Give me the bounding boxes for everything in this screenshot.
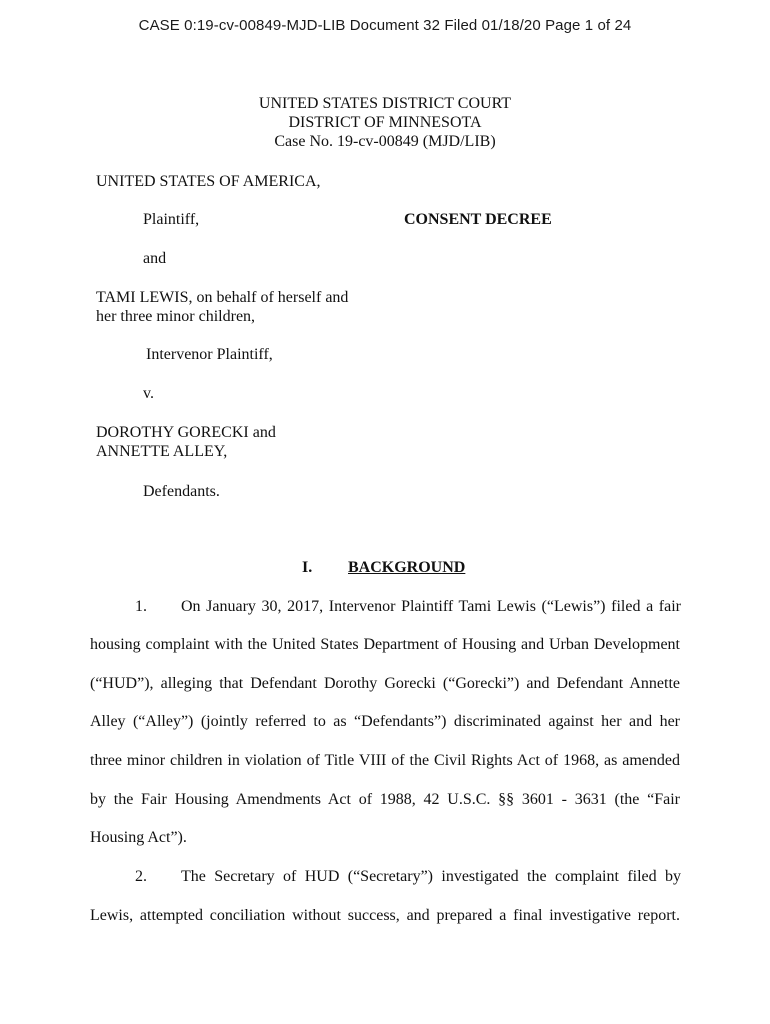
- intervenor-role: Intervenor Plaintiff,: [146, 346, 273, 363]
- paragraph-line: The Secretary of HUD (“Secretary”) investigated the complaint filed by: [181, 868, 681, 885]
- section-number: I.: [302, 559, 313, 576]
- paragraph-line: housing complaint with the United States Department of Housing and Urban Development: [90, 636, 680, 653]
- paragraph-line: (“HUD”), alleging that Defendant Dorothy Gorecki (“Gorecki”) and Defendant Annette: [90, 675, 680, 692]
- filing-stamp: CASE 0:19-cv-00849-MJD-LIB Document 32 Filed 01/18/20 Page 1 of 24: [138, 17, 632, 34]
- defendant-name-line1: DOROTHY GORECKI and: [96, 424, 276, 441]
- court-district: DISTRICT OF MINNESOTA: [288, 114, 482, 131]
- paragraph-line: by the Fair Housing Amendments Act of 1988, 42 U.S.C. §§ 3601 - 3631 (the “Fair: [90, 791, 680, 808]
- paragraph-line: three minor children in violation of Title VIII of the Civil Rights Act of 1968, as amended: [90, 752, 680, 769]
- paragraph-number: 2.: [135, 868, 147, 885]
- paragraph-line: On January 30, 2017, Intervenor Plaintiff Tami Lewis (“Lewis”) filed a fair: [181, 598, 681, 615]
- caption-and: and: [143, 250, 167, 267]
- intervenor-name-line1: TAMI LEWIS, on behalf of herself and: [96, 289, 349, 306]
- document-title: CONSENT DECREE: [404, 211, 552, 228]
- defendant-role: Defendants.: [143, 483, 220, 500]
- section-title: BACKGROUND: [348, 559, 466, 576]
- plaintiff-role: Plaintiff,: [143, 211, 200, 228]
- intervenor-name-line2: her three minor children,: [96, 308, 256, 325]
- paragraph-line: Lewis, attempted conciliation without success, and prepared a final investigative report.: [90, 907, 680, 924]
- caption-versus: v.: [143, 385, 154, 402]
- plaintiff-name: UNITED STATES OF AMERICA,: [96, 173, 321, 190]
- court-heading: [0, 94, 770, 151]
- case-number: Case No. 19-cv-00849 (MJD/LIB): [274, 133, 496, 150]
- paragraph-line: Housing Act”).: [90, 829, 187, 846]
- paragraph-number: 1.: [135, 598, 147, 615]
- court-name: UNITED STATES DISTRICT COURT: [258, 95, 512, 112]
- defendant-name-line2: ANNETTE ALLEY,: [96, 443, 228, 460]
- paragraph-line: Alley (“Alley”) (jointly referred to as “Defendants”) discriminated against her and her: [90, 713, 680, 730]
